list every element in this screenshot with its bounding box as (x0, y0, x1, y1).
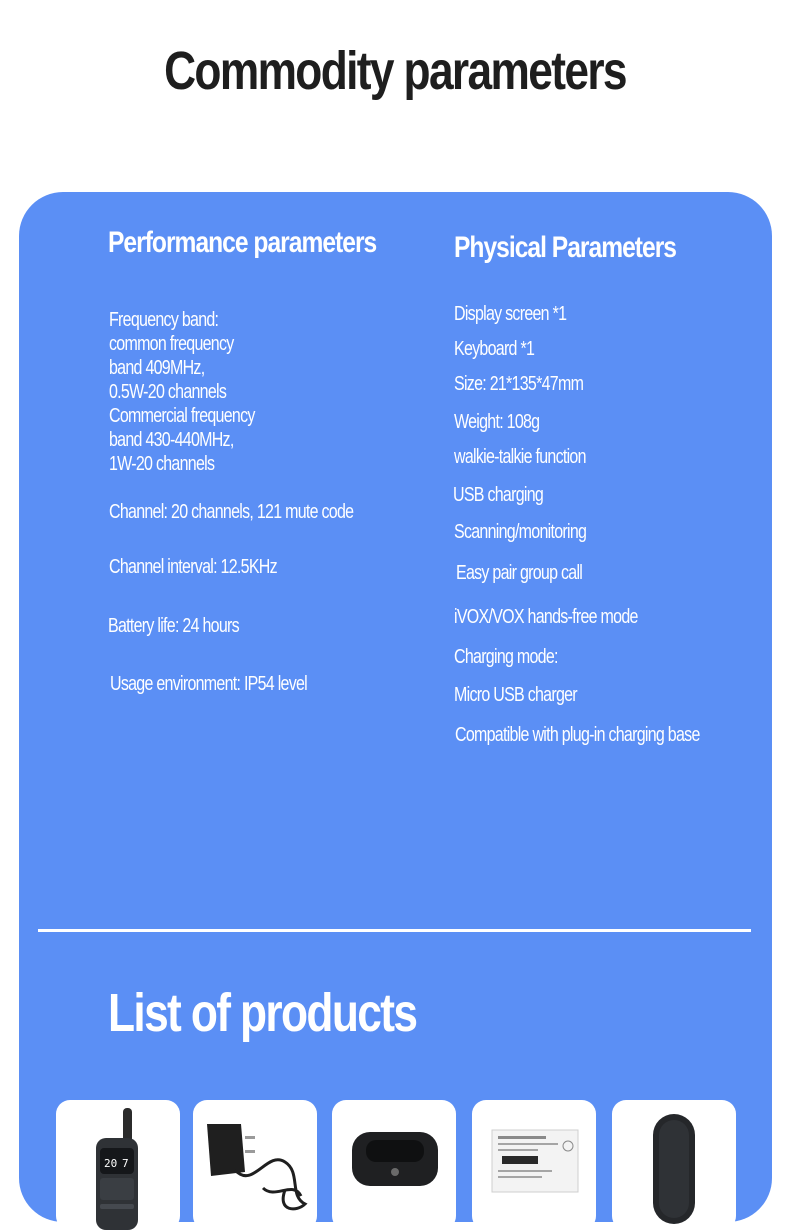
physical-item: Size: 21*135*47mm (454, 373, 584, 395)
walkie-talkie-icon (56, 1100, 180, 1230)
usage-environment-spec: Usage environment: IP54 level (110, 673, 308, 695)
channel-interval-spec: Channel interval: 12.5KHz (109, 556, 277, 578)
svg-text:7: 7 (122, 1157, 129, 1170)
physical-item: USB charging (453, 484, 544, 506)
product-card-charger (193, 1100, 317, 1230)
performance-line: 1W-20 channels (109, 453, 215, 475)
physical-item: walkie-talkie function (454, 446, 586, 468)
physical-heading: Physical Parameters (454, 231, 677, 264)
physical-item: Keyboard *1 (454, 338, 535, 360)
product-label-icon (472, 1100, 596, 1230)
physical-item: Weight: 108g (454, 411, 540, 433)
product-card-charging-base (332, 1100, 456, 1230)
performance-heading: Performance parameters (108, 226, 377, 259)
battery-life-spec: Battery life: 24 hours (108, 615, 239, 637)
product-card-walkie-talkie (56, 1100, 180, 1230)
section-divider (38, 929, 751, 932)
physical-item: Display screen *1 (454, 303, 567, 325)
charger-adapter-icon (193, 1100, 317, 1230)
belt-clip-icon (612, 1100, 736, 1230)
performance-line: common frequency (109, 333, 234, 355)
physical-item: Easy pair group call (456, 562, 583, 584)
page-title: Commodity parameters (164, 41, 626, 101)
physical-item: Charging mode: (454, 646, 558, 668)
performance-line: Frequency band: (109, 309, 219, 331)
parameters-panel (19, 192, 772, 1222)
physical-item: Micro USB charger (454, 684, 577, 706)
performance-line: band 409MHz, (109, 357, 205, 379)
channel-spec: Channel: 20 channels, 121 mute code (109, 501, 354, 523)
charging-base-icon (332, 1100, 456, 1230)
svg-text:20: 20 (104, 1157, 118, 1170)
products-heading: List of products (108, 983, 417, 1043)
physical-item: Scanning/monitoring (454, 521, 587, 543)
product-card-belt-clip (612, 1100, 736, 1230)
performance-line: Commercial frequency (109, 405, 255, 427)
performance-line: 0.5W-20 channels (109, 381, 227, 403)
product-card-label (472, 1100, 596, 1230)
physical-item: iVOX/VOX hands-free mode (454, 606, 638, 628)
performance-line: band 430-440MHz, (109, 429, 234, 451)
physical-item: Compatible with plug-in charging base (455, 724, 700, 746)
